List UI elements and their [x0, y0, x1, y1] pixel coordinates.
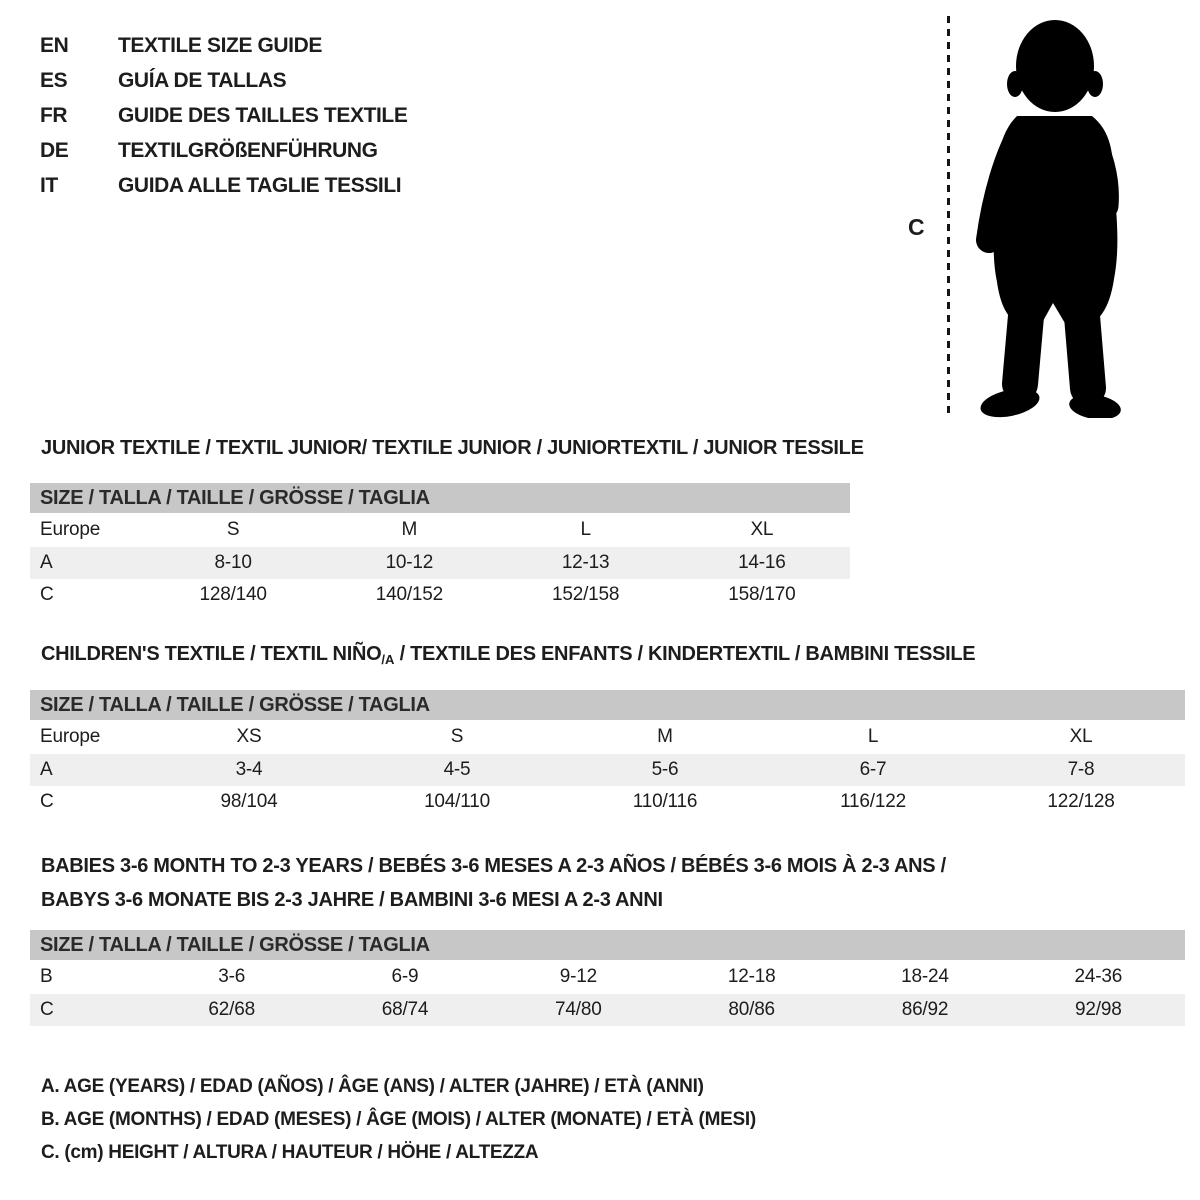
children-section-heading [41, 643, 975, 667]
table-cell: XL [1069, 726, 1093, 747]
language-row-de [40, 133, 407, 168]
language-code: ES [40, 68, 68, 92]
table-cell: 3-4 [235, 759, 263, 780]
legend-age-years: A. AGE (YEARS) / EDAD (AÑOS) / ÂGE (ANS) / ALTER (JAHRE) / ETÀ (ANNI) [41, 1075, 704, 1097]
table-cell: 7-8 [1067, 759, 1095, 780]
row-label: C [40, 584, 54, 605]
size-table-header-bar: SIZE / TALLA / TAILLE / GRÖSSE / TAGLIA [30, 930, 1185, 960]
height-reference-label: C [908, 214, 925, 240]
table-cell: 18-24 [901, 966, 949, 987]
table-cell: S [450, 726, 464, 747]
row-label: C [40, 999, 54, 1020]
table-cell: 14-16 [738, 552, 786, 573]
table-cell: 10-12 [385, 552, 434, 573]
table-cell: 24-36 [1074, 966, 1123, 987]
table-cell: 12-18 [727, 966, 776, 987]
table-cell: 92/98 [1075, 999, 1122, 1020]
table-cell: L [580, 519, 591, 540]
children-heading-sub: /A [381, 652, 395, 667]
height-dashed-line [947, 16, 950, 416]
guide-title-en: TEXTILE SIZE GUIDE [118, 33, 322, 57]
children-heading-text: CHILDREN'S TEXTILE / TEXTIL NIÑO [41, 643, 382, 665]
table-cell: 6-7 [859, 759, 887, 780]
language-code: EN [40, 33, 69, 57]
junior-size-table [30, 483, 850, 611]
table-cell: M [401, 519, 418, 540]
table-cell: S [226, 519, 240, 540]
table-cell: 128/140 [199, 584, 267, 605]
measurement-legend [41, 1070, 756, 1169]
babies-size-table [30, 930, 1185, 1026]
table-cell: 6-9 [391, 966, 419, 987]
language-title-list [40, 28, 407, 203]
table-cell: 104/110 [424, 791, 490, 812]
table-cell: L [867, 726, 879, 747]
table-cell: 122/128 [1047, 791, 1115, 812]
table-cell: XL [750, 519, 774, 540]
guide-title-de: TEXTILGRÖßENFÜHRUNG [118, 138, 378, 162]
table-cell: 140/152 [375, 584, 444, 605]
toddler-silhouette [965, 16, 1137, 418]
table-row-europe [30, 513, 850, 547]
table-cell: 3-6 [218, 966, 246, 987]
table-row-age-months [30, 960, 1185, 994]
table-cell: 86/92 [901, 999, 949, 1020]
row-label: Europe [40, 519, 101, 540]
table-row-age-years [30, 754, 1185, 786]
size-table-header-bar: SIZE / TALLA / TAILLE / GRÖSSE / TAGLIA [30, 690, 1185, 720]
guide-title-it: GUIDA ALLE TAGLIE TESSILI [118, 173, 402, 197]
table-cell: 12-13 [561, 552, 610, 573]
table-row-europe [30, 720, 1185, 754]
language-code: DE [40, 138, 69, 162]
table-cell: 80/86 [728, 999, 775, 1020]
table-cell: 98/104 [220, 791, 278, 812]
legend-age-months: B. AGE (MONTHS) / EDAD (MESES) / ÂGE (MOIS) / ALTER (MONATE) / ETÀ (MESI) [41, 1108, 756, 1130]
table-cell: 9-12 [559, 966, 597, 987]
table-cell: 158/170 [728, 584, 796, 605]
row-label: A [40, 759, 53, 780]
table-row-height [30, 994, 1185, 1026]
row-label: Europe [40, 726, 101, 747]
table-cell: 74/80 [555, 999, 602, 1020]
table-cell: XS [236, 726, 262, 747]
table-cell: 62/68 [208, 999, 255, 1020]
table-cell: M [657, 726, 673, 747]
language-row-en [40, 28, 407, 63]
babies-section-heading [41, 849, 946, 917]
legend-height-cm: C. (cm) HEIGHT / ALTURA / HAUTEUR / HÖHE / ALTEZZA [41, 1141, 539, 1163]
table-row-age-years [30, 547, 850, 579]
guide-title-fr: GUIDE DES TAILLES TEXTILE [118, 103, 408, 127]
junior-section-heading: JUNIOR TEXTILE / TEXTIL JUNIOR/ TEXTILE JUNIOR / JUNIORTEXTIL / JUNIOR TESSILE [41, 437, 864, 459]
table-row-height [30, 579, 850, 611]
table-cell: 5-6 [651, 759, 679, 780]
language-row-fr [40, 98, 407, 133]
row-label: B [40, 966, 53, 987]
table-cell: 4-5 [443, 759, 471, 780]
babies-heading-line1: BABIES 3-6 MONTH TO 2-3 YEARS / BEBÉS 3-6 MESES A 2-3 AÑOS / BÉBÉS 3-6 MOIS À 2-3 ANS / [41, 855, 946, 877]
table-cell: 8-10 [214, 552, 252, 573]
language-row-es [40, 63, 407, 98]
children-heading-text: / TEXTILE DES ENFANTS / KINDERTEXTIL / BAMBINI TESSILE [394, 643, 976, 665]
row-label: A [40, 552, 53, 573]
children-size-table [30, 690, 1185, 818]
language-code: FR [40, 103, 68, 127]
table-cell: 116/122 [840, 791, 906, 812]
guide-title-es: GUÍA DE TALLAS [118, 68, 287, 92]
babies-heading-line2: BABYS 3-6 MONATE BIS 2-3 JAHRE / BAMBINI 3-6 MESI A 2-3 ANNI [41, 889, 663, 911]
table-cell: 68/74 [381, 999, 429, 1020]
language-code: IT [40, 173, 58, 197]
size-table-header-bar: SIZE / TALLA / TAILLE / GRÖSSE / TAGLIA [30, 483, 850, 513]
table-cell: 152/158 [551, 584, 620, 605]
table-cell: 110/116 [632, 791, 698, 812]
language-row-it [40, 168, 407, 203]
table-row-height [30, 786, 1185, 818]
row-label: C [40, 791, 54, 812]
